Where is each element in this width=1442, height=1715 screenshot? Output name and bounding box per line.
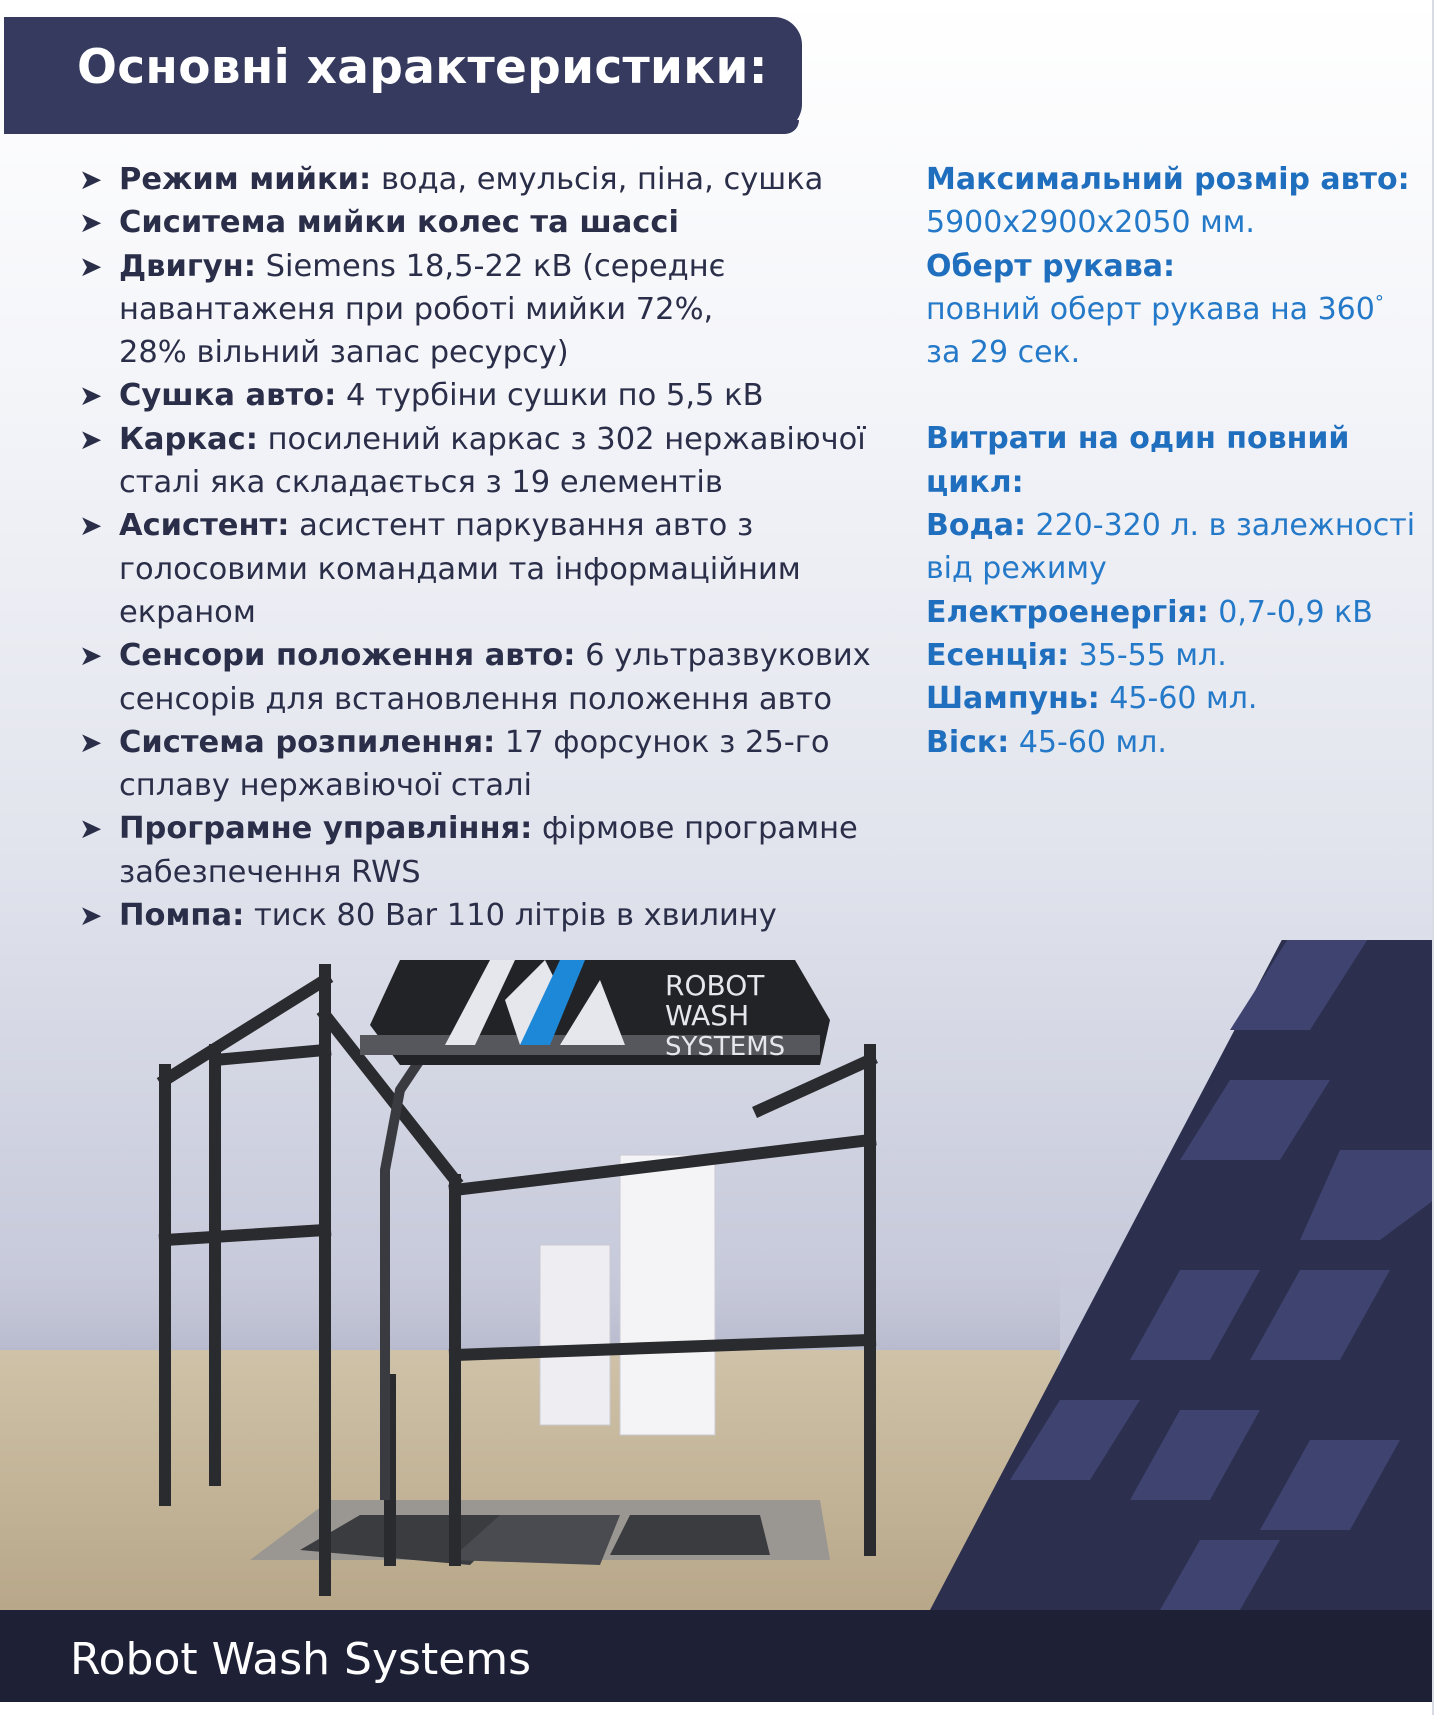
wax-label: Віск: (926, 724, 1010, 760)
spec-label: Сиситема мийки колес та шассі (119, 205, 679, 241)
spec-value: 6 ультразвукових сенсорів для встановлення положення авто (119, 638, 871, 717)
footer-brand: Robot Wash Systems (70, 1634, 532, 1685)
essence-row (926, 634, 1426, 677)
wax-value: 45-60 мл. (1009, 724, 1167, 760)
max-size-value: 5900х2900х2050 мм. (926, 205, 1255, 241)
arrow-icon: ➤ (79, 725, 103, 759)
water-value: 220-320 л. в залежності від режиму (926, 508, 1416, 587)
spec-label: Режим мийки: (119, 162, 372, 197)
water-row (926, 504, 1426, 591)
spec-item (79, 374, 899, 417)
arrow-icon: ➤ (79, 899, 103, 933)
arrow-icon: ➤ (79, 812, 103, 846)
arrow-icon: ➤ (79, 163, 103, 196)
spec-label: Асистент: (119, 508, 290, 544)
spec-item (79, 721, 899, 808)
spec-value: 4 турбіни сушки по 5,5 кВ (336, 378, 764, 414)
arrow-icon: ➤ (79, 206, 103, 240)
spec-value: посилений каркас з 302 нержавіючої сталі яка складається з 19 елементів (119, 421, 866, 501)
shampoo-label: Шампунь: (926, 681, 1100, 717)
arrow-icon: ➤ (79, 422, 103, 456)
rotation-label: Оберт рукава: (926, 248, 1175, 284)
arrow-icon: ➤ (79, 249, 103, 283)
page-title: Основні характеристики: (77, 40, 768, 95)
rotation-value (926, 288, 1426, 331)
arrow-icon: ➤ (79, 509, 103, 543)
electricity-value: 0,7-0,9 кВ (1208, 594, 1373, 630)
electricity-row (926, 591, 1426, 634)
spec-value: Siemens 18,5-22 кВ (середнє навантаженя при роботі мийки 72%, 28% вільний запас ресурсу) (119, 248, 726, 371)
wash-bay-floor (250, 1500, 830, 1565)
spec-value: асистент паркування авто з голосовими командами та інформаційним екраном (119, 508, 801, 630)
spec-item (79, 807, 899, 894)
footer-bottom-edge (0, 1702, 1434, 1715)
spec-value: тиск 80 Bar 110 літрів в хвилину (244, 898, 777, 934)
water-label: Вода: (926, 508, 1026, 544)
consumption-title: Витрати на один повний цикл: (926, 421, 1350, 500)
spec-item (79, 894, 899, 937)
wash-gantry-illustration (0, 940, 1434, 1610)
essence-label: Есенція: (926, 637, 1070, 673)
spec-label: Сушка авто: (119, 378, 337, 414)
spec-item (79, 504, 899, 634)
spec-item (79, 418, 899, 505)
block-left (540, 1245, 610, 1425)
logo-line-robot: ROBOT (665, 969, 765, 1002)
electricity-label: Електроенергія: (926, 594, 1209, 630)
spec-label: Двигун: (119, 248, 256, 284)
shampoo-row (926, 677, 1426, 720)
wax-row (926, 721, 1426, 764)
rotation-text: повний оберт рукава на 360 (926, 291, 1375, 327)
degree-sign: ° (1374, 291, 1384, 313)
page-edge (1432, 0, 1434, 1715)
shampoo-value: 45-60 мл. (1099, 681, 1258, 717)
spec-value: 17 форсунок з 25-го сплаву нержавіючої сталі (119, 724, 830, 804)
spec-label: Сенсори положення авто: (119, 638, 576, 674)
arrow-icon: ➤ (79, 639, 103, 673)
spec-label: Система розпилення: (119, 724, 496, 760)
spec-item (79, 201, 899, 244)
spec-item (79, 245, 899, 375)
spec-list (79, 158, 899, 937)
info-column (926, 158, 1426, 764)
logo-line-wash: WASH (665, 999, 750, 1032)
essence-value: 35-55 мл. (1069, 637, 1227, 673)
spec-value: вода, емульсія, піна, сушка (371, 162, 824, 197)
footer-bar (0, 1610, 1434, 1715)
spec-item (79, 158, 899, 201)
spec-label: Програмне управління: (119, 811, 533, 847)
spec-value: фірмове програмне забезпечення RWS (119, 811, 858, 890)
spec-item (79, 634, 899, 721)
block-right (620, 1155, 715, 1435)
rotation-time: за 29 сек. (926, 335, 1081, 371)
spec-label: Помпа: (119, 898, 245, 934)
spec-label: Каркас: (119, 421, 258, 457)
max-size-label: Максимальний розмір авто: (926, 162, 1410, 197)
logo-line-systems: SYSTEMS (665, 1032, 786, 1062)
arrow-icon: ➤ (79, 379, 103, 413)
